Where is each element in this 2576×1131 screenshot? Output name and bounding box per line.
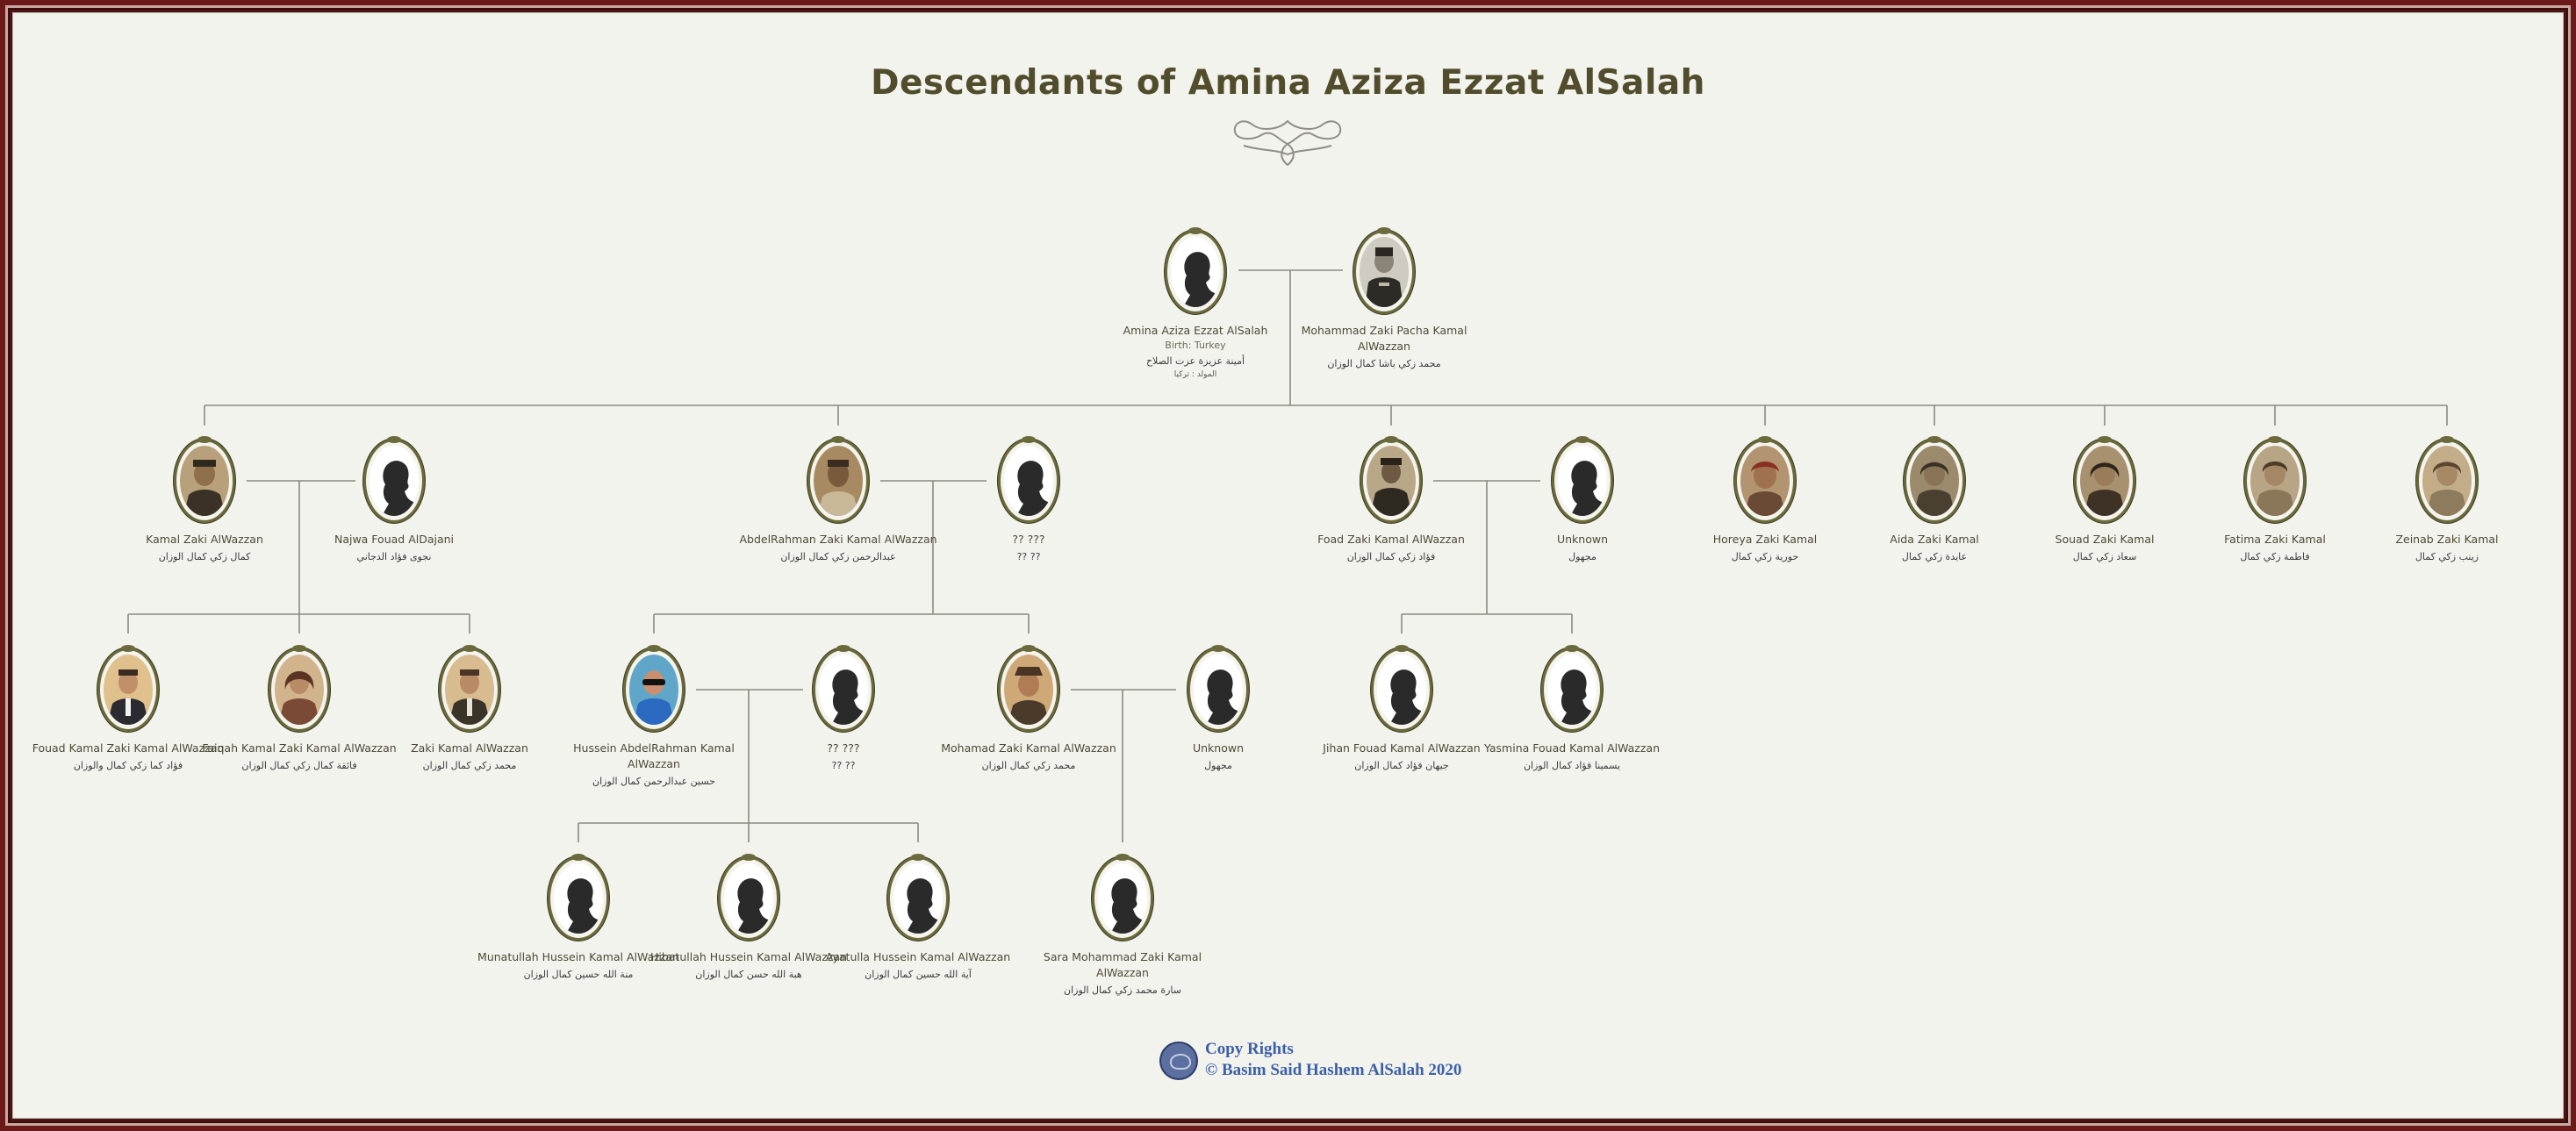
person-arabic-name: هبة الله حسن كمال الوزان (695, 969, 802, 980)
person-mohammad[interactable] (1279, 230, 1489, 372)
person-amina[interactable] (1090, 230, 1301, 381)
person-ayatulla[interactable] (813, 856, 1023, 983)
copyright-line-1: Copy Rights (1205, 1040, 1294, 1058)
silhouette-portrait (1541, 648, 1603, 732)
photo-portrait (269, 648, 330, 732)
person-name: Hussein AbdelRahman Kamal AlWazzan (573, 741, 735, 770)
person-name: Jihan Fouad Kamal AlWazzan (1323, 741, 1481, 755)
photo-portrait (1360, 439, 1422, 523)
person-zaki-kamal[interactable] (364, 648, 575, 774)
photo-portrait (439, 648, 500, 732)
photo-portrait (623, 648, 685, 732)
person-name: Ayatulla Hussein Kamal AlWazzan (825, 950, 1011, 963)
person-arabic-name: جيهان فؤاد كمال الوزان (1354, 760, 1449, 771)
person-arabic-name: أمينة عزيزة عزت الصلاح (1145, 355, 1245, 367)
person-arabic-name: كمال زكي كمال الوزان (158, 551, 251, 562)
person-unknown-spouse-1[interactable] (923, 439, 1134, 565)
silhouette-portrait (1165, 230, 1226, 314)
person-name: Hibatullah Hussein Kamal AlWazzan (649, 950, 848, 963)
person-arabic-name: سعاد زكي كمال (2072, 551, 2137, 562)
person-arabic-name: محمد زكي كمال الوزان (422, 760, 517, 771)
silhouette-portrait (363, 439, 425, 523)
person-name: Najwa Fouad AlDajani (334, 533, 455, 546)
silhouette-portrait (1552, 439, 1613, 523)
person-name: Zaki Kamal AlWazzan (411, 741, 528, 755)
person-foad[interactable] (1286, 439, 1496, 565)
person-unknown-spouse-4[interactable] (1113, 648, 1324, 774)
person-arabic-name: مجهول (1568, 551, 1597, 562)
person-arabic-name: منة الله حسين كمال الوزان (523, 969, 634, 980)
photo-portrait (97, 648, 159, 732)
person-name: Zeinab Zaki Kamal (2395, 533, 2499, 546)
person-arabic-name: فؤاد كما زكي كمال والوزان (73, 760, 183, 771)
person-hussein[interactable] (549, 648, 759, 790)
person-arabic-name: يسمينا فؤاد كمال الوزان (1523, 760, 1621, 771)
silhouette-portrait (998, 439, 1059, 523)
person-arabic-name: سارة محمد زكي كمال الوزان (1064, 984, 1181, 996)
person-name: Aida Zaki Kamal (1890, 533, 1979, 546)
copyright-block (1161, 1040, 1477, 1092)
person-name: Mohammad Zaki Pacha Kamal AlWazzan (1301, 324, 1467, 353)
copyright-line-2: © Basim Said Hashem AlSalah 2020 (1205, 1061, 1462, 1079)
silhouette-portrait (1188, 648, 1249, 732)
person-unknown-spouse-2[interactable] (1477, 439, 1688, 565)
person-arabic-name: زينب زكي كمال (2415, 551, 2479, 562)
person-sara[interactable] (1017, 856, 1228, 999)
photo-portrait (1904, 439, 1965, 523)
person-zeinab[interactable] (2342, 439, 2552, 565)
silhouette-portrait (1371, 648, 1432, 732)
silhouette-portrait (813, 648, 874, 732)
person-name: Kamal Zaki AlWazzan (146, 533, 263, 546)
person-arabic-name: مجهول (1204, 760, 1232, 771)
person-arabic-name: محمد زكي كمال الوزان (981, 760, 1076, 771)
person-name: Fouad Kamal Zaki Kamal AlWazzan (32, 741, 225, 755)
person-yasmina[interactable] (1467, 648, 1677, 774)
person-name: Sara Mohammad Zaki Kamal AlWazzan (1043, 950, 1202, 979)
photo-portrait (174, 439, 235, 523)
page-title: Descendants of Amina Aziza Ezzat AlSalah (871, 63, 1705, 103)
silhouette-portrait (718, 856, 779, 941)
silhouette-portrait (887, 856, 949, 941)
photo-portrait (998, 648, 1059, 732)
person-arabic-name: ?? ?? (831, 760, 856, 771)
person-name: Amina Aziza Ezzat AlSalah (1123, 324, 1268, 337)
person-arabic-name: عبدالرحمن زكي كمال الوزان (780, 551, 896, 562)
silhouette-portrait (548, 856, 609, 941)
photo-portrait (2074, 439, 2135, 523)
person-najwa[interactable] (289, 439, 499, 565)
person-arabic-name: فؤاد زكي كمال الوزان (1346, 551, 1436, 562)
person-arabic-name: حورية زكي كمال (1731, 551, 1799, 562)
person-birth: Birth: Turkey (1165, 340, 1226, 351)
person-name: Mohamad Zaki Kamal AlWazzan (941, 741, 1116, 755)
person-name: ?? ??? (827, 741, 860, 755)
photo-portrait (1353, 230, 1415, 314)
person-arabic-place: المولد : تركيا (1173, 370, 1217, 379)
person-mohamad-zaki[interactable] (923, 648, 1134, 774)
person-name: AbdelRahman Zaki Kamal AlWazzan (739, 533, 937, 546)
photo-portrait (2416, 439, 2478, 523)
silhouette-portrait (1092, 856, 1153, 941)
person-name: Foad Zaki Kamal AlWazzan (1317, 533, 1465, 546)
person-arabic-name: فاطمة زكي كمال (2240, 551, 2310, 562)
person-arabic-name: نجوى فؤاد الدجاني (356, 551, 432, 562)
person-arabic-name: آية الله حسين كمال الوزان (865, 969, 972, 980)
copyright-logo-icon (1161, 1043, 1196, 1078)
person-name: Fatima Zaki Kamal (2224, 533, 2326, 546)
person-arabic-name: حسين عبدالرحمن كمال الوزان (592, 776, 715, 787)
person-name: ?? ??? (1012, 533, 1045, 546)
person-name: Yasmina Fouad Kamal AlWazzan (1483, 741, 1661, 755)
photo-portrait (2244, 439, 2306, 523)
person-name: Faiqah Kamal Zaki Kamal AlWazzan (202, 741, 397, 755)
person-arabic-name: محمد زكي باشا كمال الوزان (1327, 358, 1441, 369)
person-name: Souad Zaki Kamal (2055, 533, 2155, 546)
person-kamal[interactable] (99, 439, 310, 565)
person-name: Horeya Zaki Kamal (1712, 533, 1818, 546)
photo-portrait (807, 439, 869, 523)
person-arabic-name: عايدة زكي كمال (1901, 551, 1968, 562)
person-name: Unknown (1556, 533, 1609, 546)
person-arabic-name: ?? ?? (1016, 551, 1041, 562)
person-arabic-name: فائقة كمال زكي كمال الوزان (241, 760, 357, 771)
person-name: Munatullah Hussein Kamal AlWazzan (477, 950, 679, 963)
photo-portrait (1734, 439, 1796, 523)
person-abdelrahman[interactable] (733, 439, 944, 565)
person-name: Unknown (1192, 741, 1245, 755)
person-unknown-spouse-3[interactable] (738, 648, 949, 774)
